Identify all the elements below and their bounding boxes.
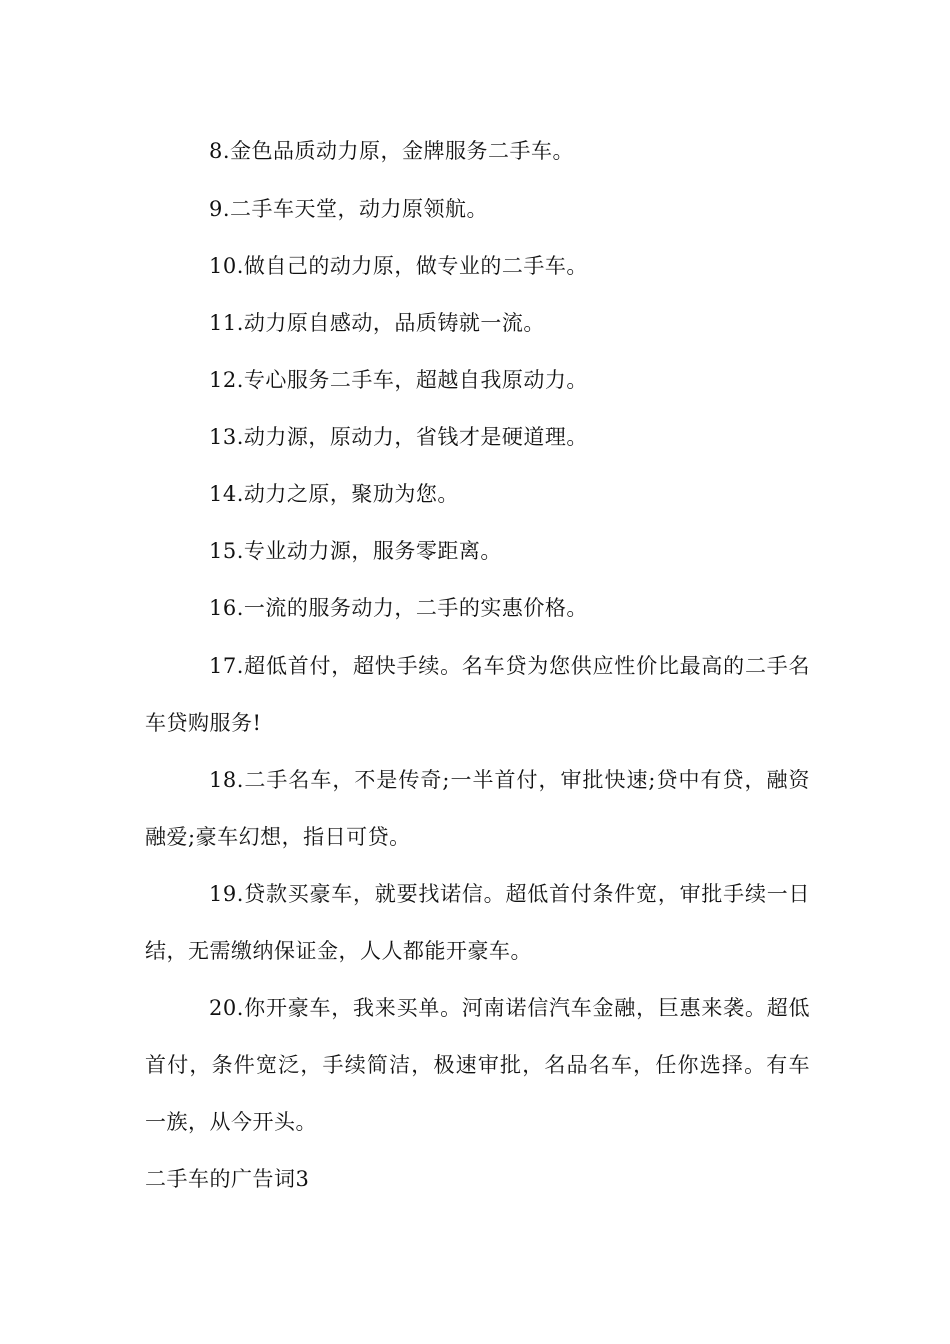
paragraph-14: 14.动力之原，聚劢为您。 <box>209 482 459 506</box>
paragraph-11: 11.动力原自感动，品质铸就一流。 <box>209 311 545 335</box>
paragraph-9: 9.二手车天堂，动力原领航。 <box>209 197 489 221</box>
paragraph-13: 13.动力源，原动力，省钱才是硬道理。 <box>209 425 588 449</box>
paragraph-18: 18.二手名车，不是传奇;一半首付，审批快速;贷中有贷，融资融爱;豪车幻想，指日可贷。 <box>145 768 810 849</box>
section-heading: 二手车的广告词3 <box>145 1167 310 1191</box>
paragraph-12: 12.专心服务二手车，超越自我原动力。 <box>209 368 588 392</box>
paragraph-17: 17.超低首付，超快手续。名车贷为您供应性价比最高的二手名车贷购服务! <box>145 654 810 735</box>
paragraph-15: 15.专业动力源，服务零距离。 <box>209 539 502 563</box>
paragraph-19: 19.贷款买豪车，就要找诺信。超低首付条件宽，审批手续一日结，无需缴纳保证金，人人都能开豪车。 <box>145 882 810 963</box>
paragraph-10: 10.做自己的动力原，做专业的二手车。 <box>209 254 588 278</box>
paragraph-20: 20.你开豪车，我来买单。河南诺信汽车金融，巨惠来袭。超低首付，条件宽泛，手续简洁，极速审批，名品名车，任你选择。有车一族，从今开头。 <box>145 996 810 1134</box>
paragraph-8: 8.金色品质动力原，金牌服务二手车。 <box>209 139 575 163</box>
paragraph-16: 16.一流的服务动力，二手的实惠价格。 <box>209 596 588 620</box>
